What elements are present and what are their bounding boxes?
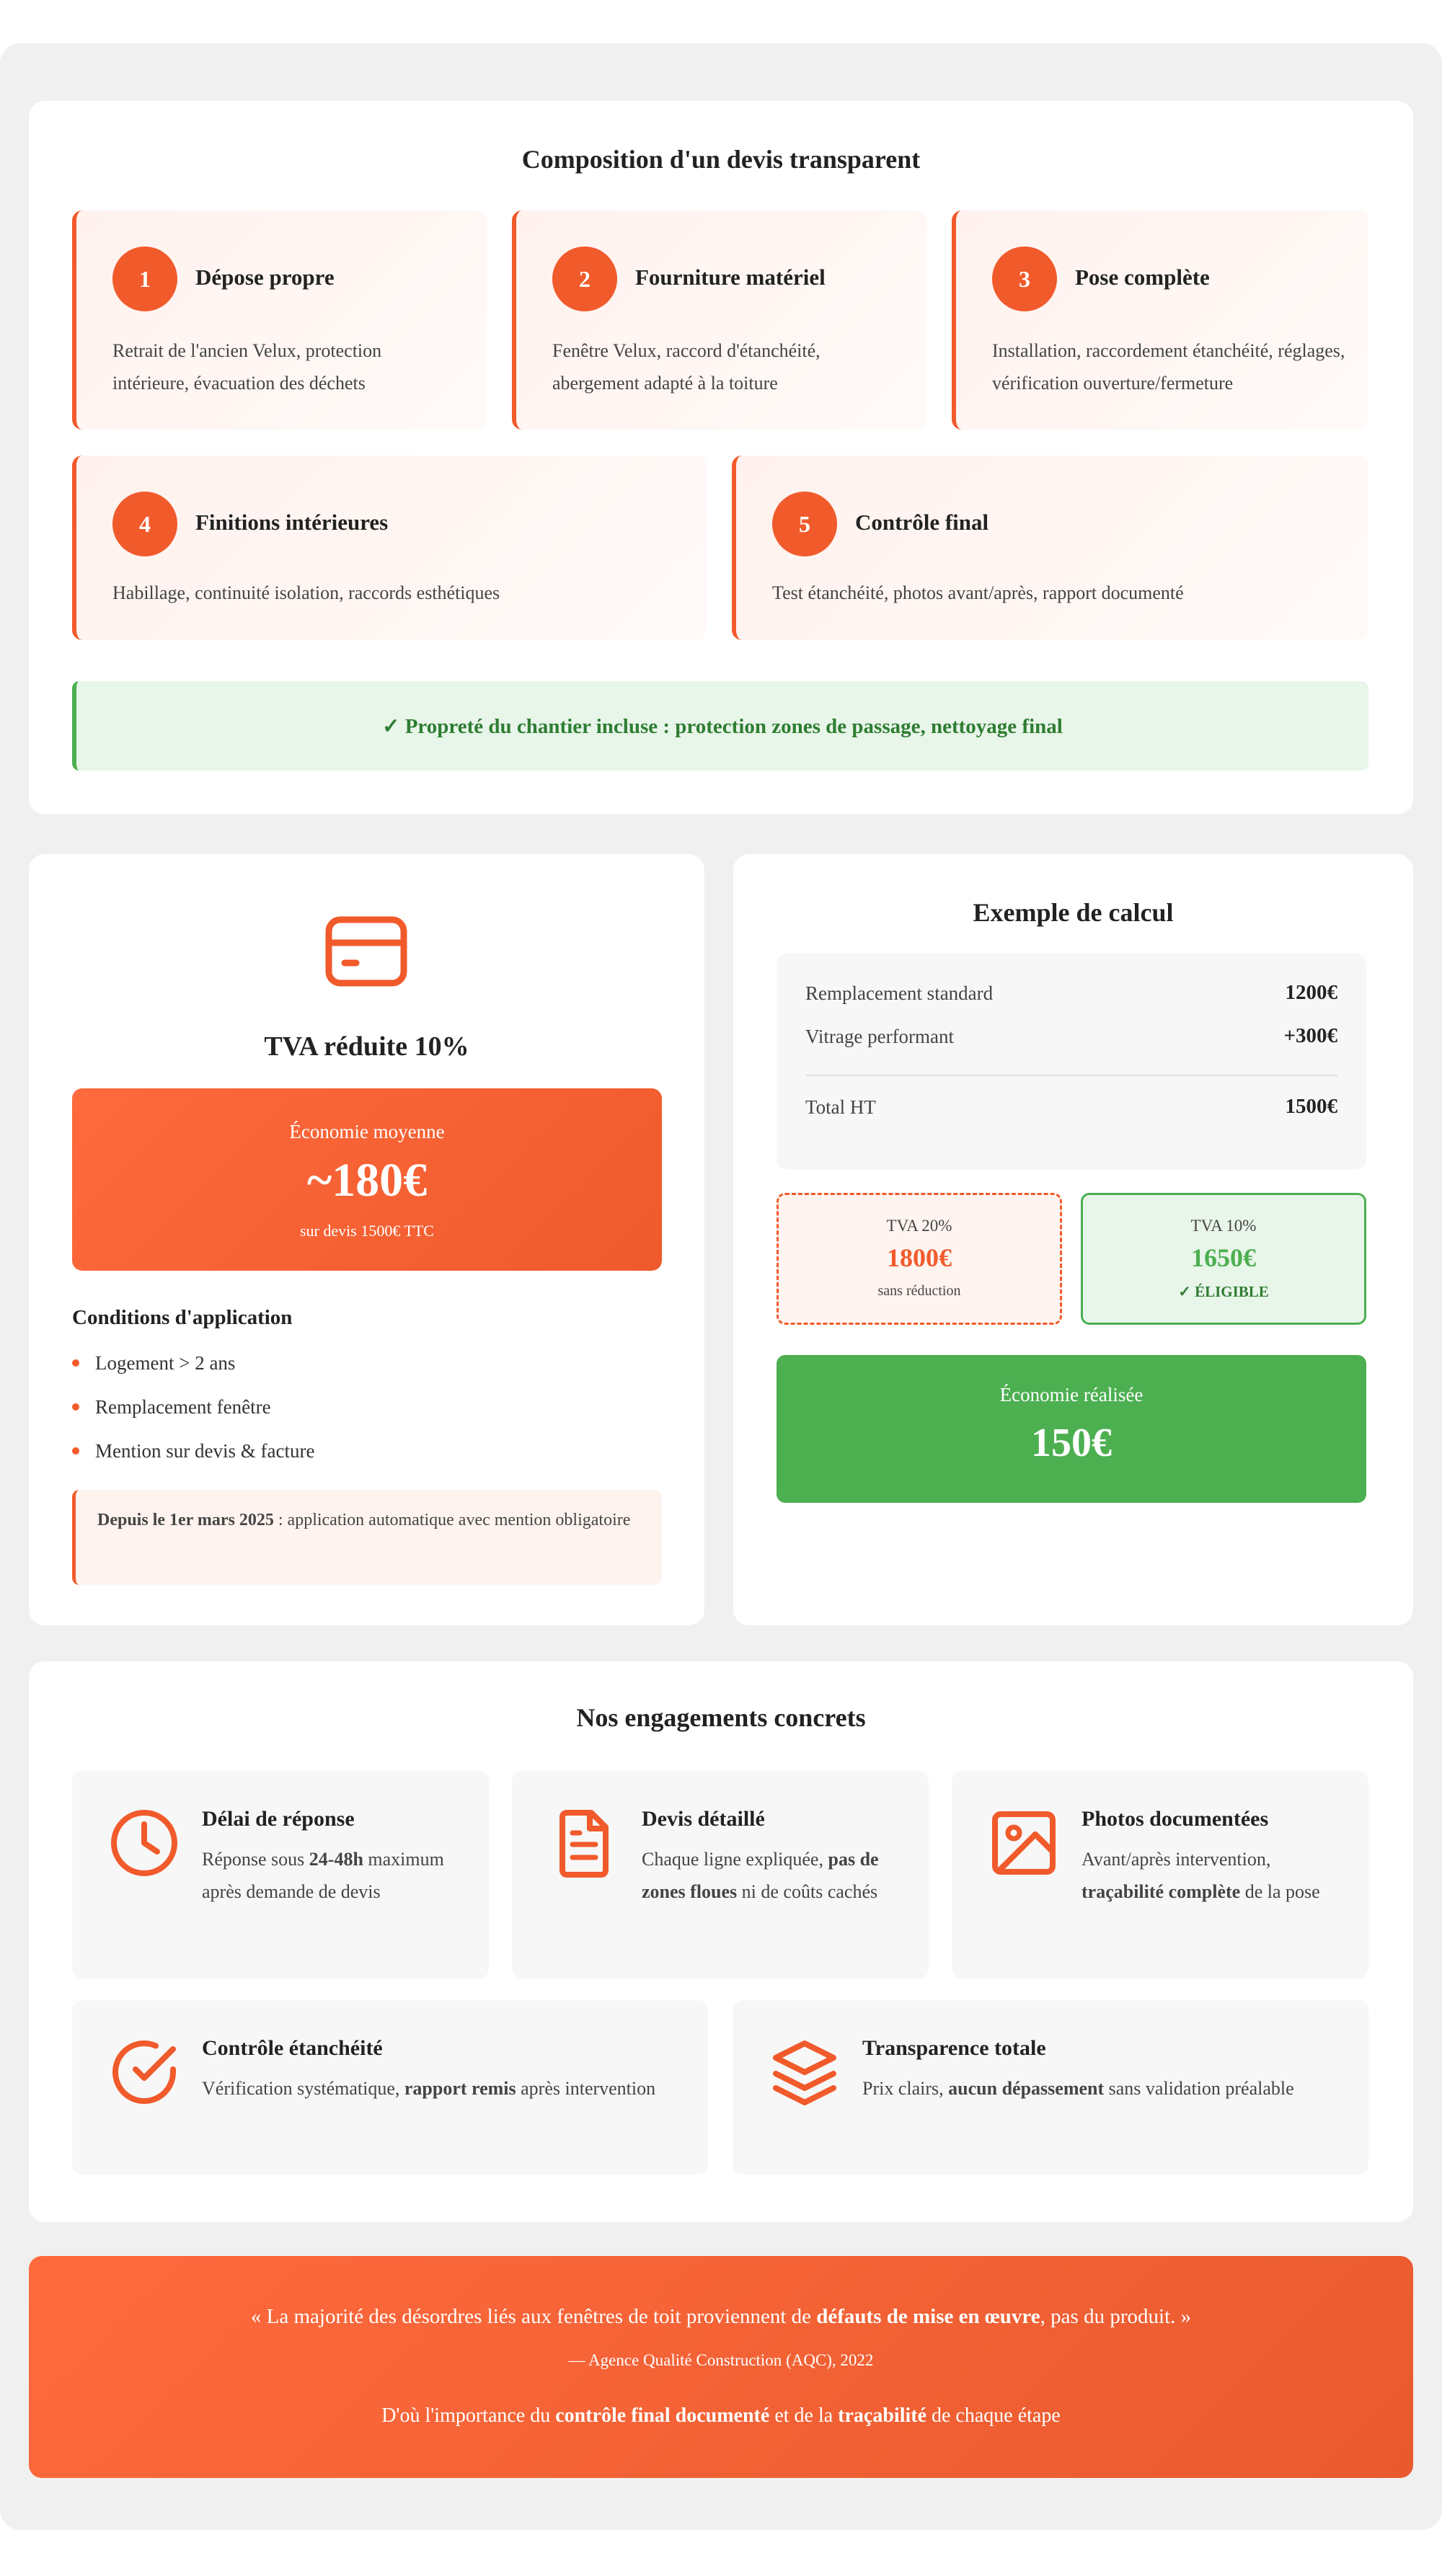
- document-icon: [548, 1807, 620, 1879]
- engagement-item-devis: [512, 1771, 929, 1978]
- note-text: : application automatique avec mention obligatoire: [273, 1511, 631, 1529]
- condition-item: Remplacement fenêtre: [72, 1396, 271, 1418]
- calcul-title: Exemple de calcul: [973, 898, 1174, 927]
- step-title: Fourniture matériel: [635, 265, 826, 290]
- step-title: Pose complète: [1075, 265, 1210, 290]
- engagement-item-response: [72, 1771, 489, 1978]
- savings-subtitle: sur devis 1500€ TTC: [300, 1222, 434, 1240]
- credit-card-icon: [323, 915, 410, 987]
- calc-row-label: Remplacement standard: [805, 982, 994, 1004]
- quote-banner: [29, 2256, 1413, 2478]
- step-number: 1: [112, 247, 177, 311]
- step-description: Fenêtre Velux, raccord d'étanchéité, abergement adapté à la toiture: [552, 340, 820, 394]
- step-description: Installation, raccordement étanchéité, réglages, vérification ouverture/fermeture: [992, 340, 1345, 394]
- engagement-title: Photos documentées: [1082, 1807, 1269, 1831]
- total-label: Total HT: [805, 1096, 876, 1118]
- step-title: Finitions intérieures: [195, 510, 389, 535]
- economie-value: 150€: [1031, 1421, 1112, 1465]
- tva10-value: 1650€: [1191, 1243, 1256, 1272]
- composition-title: Composition d'un devis transparent: [521, 145, 921, 174]
- condition-item: Logement > 2 ans: [72, 1352, 235, 1374]
- image-icon: [988, 1807, 1060, 1879]
- step-card-4: [72, 456, 707, 640]
- tva-card: [29, 854, 704, 1625]
- step-card-5: [732, 456, 1368, 640]
- quote-source: — Agence Qualité Construction (AQC), 2022: [568, 2351, 874, 2369]
- engagement-item-photos: [952, 1771, 1368, 1978]
- clock-icon: [108, 1807, 180, 1879]
- tva20-label: TVA 20%: [886, 1217, 952, 1235]
- total-value: 1500€: [1285, 1095, 1337, 1118]
- savings-box: [72, 1088, 662, 1271]
- tva20-box: [777, 1193, 1062, 1325]
- step-card-3: [952, 210, 1368, 430]
- engagement-description: Vérification systématique, rapport remis après intervention: [202, 2078, 656, 2099]
- quote-text: « La majorité des désordres liés aux fenêtres de toit proviennent de défauts de mise en œuvre, pas du produit. »: [250, 2305, 1192, 2328]
- note-date: Depuis le 1er mars 2025: [97, 1511, 274, 1529]
- tva20-value: 1800€: [887, 1243, 952, 1272]
- calcul-card: [733, 854, 1413, 1625]
- savings-label: Économie moyenne: [289, 1121, 445, 1142]
- step-description: Retrait de l'ancien Velux, protection intérieure, évacuation des déchets: [112, 340, 382, 394]
- tva10-label: TVA 10%: [1190, 1217, 1257, 1235]
- step-title: Contrôle final: [855, 510, 989, 535]
- step-description: Test étanchéité, photos avant/après, rapport documenté: [772, 582, 1184, 603]
- engagements-title: Nos engagements concrets: [576, 1703, 866, 1732]
- calcul-summary: [777, 954, 1366, 1170]
- engagement-description: Avant/après intervention, traçabilité complète de la pose: [1082, 1849, 1320, 1902]
- engagement-item-transparence: [733, 2000, 1368, 2175]
- savings-value: ~180€: [306, 1154, 428, 1207]
- engagements-card: [29, 1661, 1413, 2222]
- step-title: Dépose propre: [195, 265, 335, 290]
- step-number: 2: [552, 247, 617, 311]
- condition-item: Mention sur devis & facture: [72, 1440, 314, 1462]
- calc-divider: [805, 1075, 1337, 1076]
- economie-box: [777, 1355, 1366, 1503]
- tva-title: TVA réduite 10%: [264, 1031, 469, 1062]
- engagement-description: Prix clairs, aucun dépassement sans validation préalable: [862, 2078, 1294, 2099]
- cleanliness-banner: ✓ Propreté du chantier incluse : protection zones de passage, nettoyage final: [72, 681, 1368, 770]
- step-number: 3: [992, 247, 1057, 311]
- composition-card: [29, 101, 1413, 814]
- step-card-1: [72, 210, 487, 430]
- economie-label: Économie réalisée: [999, 1384, 1144, 1405]
- engagement-description: Chaque ligne expliquée, pas de zones floues ni de coûts cachés: [642, 1849, 879, 1902]
- tva20-subtitle: sans réduction: [877, 1283, 961, 1299]
- engagement-title: Transparence totale: [862, 2036, 1046, 2060]
- step-description: Habillage, continuité isolation, raccords esthétiques: [112, 582, 500, 603]
- engagement-title: Devis détaillé: [642, 1807, 765, 1831]
- calc-row-label: Vitrage performant: [805, 1026, 955, 1047]
- engagement-title: Délai de réponse: [202, 1807, 355, 1831]
- page-background: [0, 43, 1442, 2530]
- date-note: [72, 1490, 662, 1585]
- engagement-description: Réponse sous 24-48h maximum après demande de devis: [202, 1849, 444, 1902]
- engagement-item-etancheite: [72, 2000, 708, 2175]
- calc-row-value: 1200€: [1285, 981, 1337, 1004]
- step-number: 4: [112, 492, 177, 556]
- step-card-2: [512, 210, 926, 430]
- step-number: 5: [772, 492, 837, 556]
- layers-icon: [769, 2036, 841, 2108]
- engagement-title: Contrôle étanchéité: [202, 2036, 383, 2060]
- calc-row-value: +300€: [1283, 1024, 1337, 1047]
- eligible-badge: ✓ ÉLIGIBLE: [1178, 1283, 1269, 1300]
- conditions-title: Conditions d'application: [72, 1306, 293, 1329]
- quote-footer: D'où l'importance du contrôle final documenté et de la traçabilité de chaque étape: [381, 2404, 1061, 2427]
- check-circle-icon: [108, 2036, 180, 2108]
- tva10-box: [1081, 1193, 1366, 1325]
